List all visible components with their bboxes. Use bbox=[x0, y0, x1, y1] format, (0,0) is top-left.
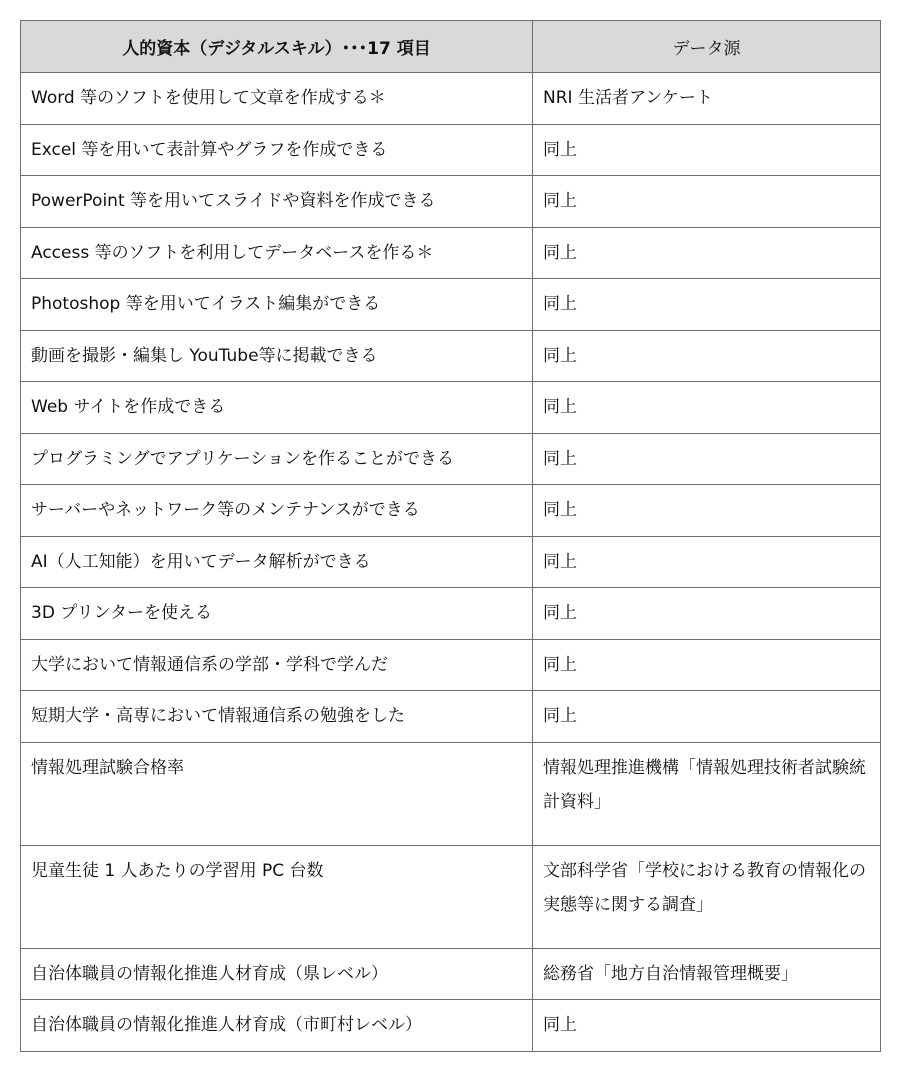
table-row bbox=[21, 536, 881, 588]
item-cell: Photoshop 等を用いてイラスト編集ができる bbox=[21, 279, 533, 331]
table-row bbox=[21, 433, 881, 485]
source-cell: 同上 bbox=[533, 279, 881, 331]
source-cell: 同上 bbox=[533, 433, 881, 485]
source-cell: 同上 bbox=[533, 1000, 881, 1052]
table-row bbox=[21, 279, 881, 331]
item-cell: サーバーやネットワーク等のメンテナンスができる bbox=[21, 485, 533, 537]
item-cell: 児童生徒 1 人あたりの学習用 PC 台数 bbox=[21, 845, 533, 948]
header-item: 人的資本（デジタルスキル）･･･17 項目 bbox=[21, 21, 533, 73]
digital-skills-table bbox=[20, 20, 881, 1052]
item-cell: 情報処理試験合格率 bbox=[21, 742, 533, 845]
table-row bbox=[21, 330, 881, 382]
item-cell: 動画を撮影・編集し YouTube等に掲載できる bbox=[21, 330, 533, 382]
table-row bbox=[21, 948, 881, 1000]
table-row bbox=[21, 382, 881, 434]
source-cell: 同上 bbox=[533, 227, 881, 279]
item-cell: プログラミングでアプリケーションを作ることができる bbox=[21, 433, 533, 485]
table-row bbox=[21, 1000, 881, 1052]
item-cell: 3D プリンターを使える bbox=[21, 588, 533, 640]
header-source: データ源 bbox=[533, 21, 881, 73]
table-header-row bbox=[21, 21, 881, 73]
item-cell: 短期大学・高専において情報通信系の勉強をした bbox=[21, 691, 533, 743]
source-cell: 同上 bbox=[533, 485, 881, 537]
item-cell: Web サイトを作成できる bbox=[21, 382, 533, 434]
item-cell: Word 等のソフトを使用して文章を作成する＊ bbox=[21, 73, 533, 125]
item-cell: PowerPoint 等を用いてスライドや資料を作成できる bbox=[21, 176, 533, 228]
source-cell: 同上 bbox=[533, 124, 881, 176]
table-row bbox=[21, 73, 881, 125]
source-cell: 同上 bbox=[533, 639, 881, 691]
item-cell: 自治体職員の情報化推進人材育成（市町村レベル） bbox=[21, 1000, 533, 1052]
source-cell: 同上 bbox=[533, 330, 881, 382]
source-cell: 同上 bbox=[533, 176, 881, 228]
item-cell: AI（人工知能）を用いてデータ解析ができる bbox=[21, 536, 533, 588]
item-cell: 自治体職員の情報化推進人材育成（県レベル） bbox=[21, 948, 533, 1000]
source-cell: 同上 bbox=[533, 382, 881, 434]
source-cell: NRI 生活者アンケート bbox=[533, 73, 881, 125]
source-cell: 同上 bbox=[533, 588, 881, 640]
source-cell: 同上 bbox=[533, 536, 881, 588]
table-row bbox=[21, 124, 881, 176]
source-cell: 文部科学省「学校における教育の情報化の実態等に関する調査」 bbox=[533, 845, 881, 948]
table-row bbox=[21, 742, 881, 845]
table-row bbox=[21, 485, 881, 537]
source-cell: 総務省「地方自治情報管理概要」 bbox=[533, 948, 881, 1000]
table-row bbox=[21, 845, 881, 948]
source-cell: 同上 bbox=[533, 691, 881, 743]
table-row bbox=[21, 588, 881, 640]
table-row bbox=[21, 639, 881, 691]
item-cell: Access 等のソフトを利用してデータベースを作る＊ bbox=[21, 227, 533, 279]
table-row bbox=[21, 227, 881, 279]
table-row bbox=[21, 691, 881, 743]
item-cell: Excel 等を用いて表計算やグラフを作成できる bbox=[21, 124, 533, 176]
source-cell: 情報処理推進機構「情報処理技術者試験統計資料」 bbox=[533, 742, 881, 845]
item-cell: 大学において情報通信系の学部・学科で学んだ bbox=[21, 639, 533, 691]
table-row bbox=[21, 176, 881, 228]
